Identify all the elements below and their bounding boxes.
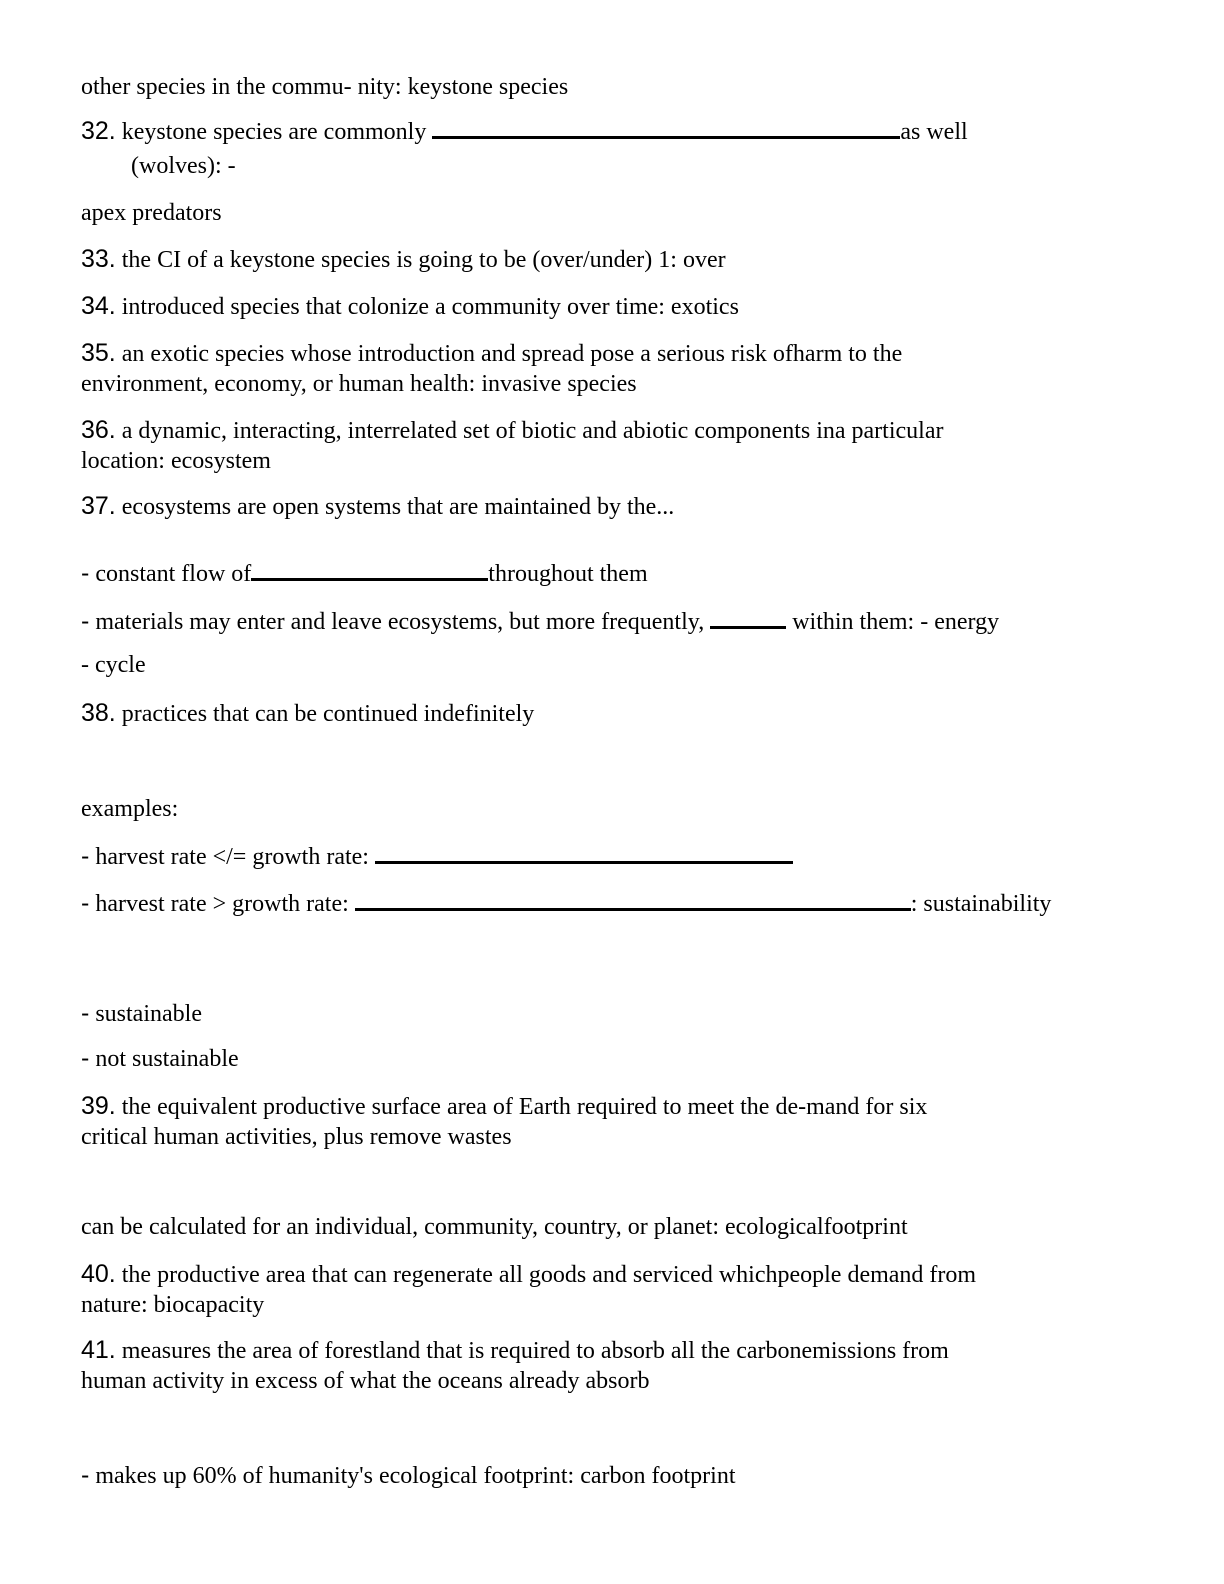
answer-blank bbox=[355, 907, 911, 911]
question-41-continued bbox=[81, 1366, 649, 1396]
question-number: 35. bbox=[81, 339, 116, 367]
question-number: 38. bbox=[81, 699, 116, 727]
question-40-continued bbox=[81, 1290, 264, 1320]
question-number: 41. bbox=[81, 1336, 116, 1364]
answer-blank bbox=[251, 577, 488, 581]
question-number: 40. bbox=[81, 1260, 116, 1288]
bullet-text: harvest rate </= growth rate: bbox=[89, 844, 375, 870]
question-text: the equivalent productive surface area of Earth required to meet the de-mand for six bbox=[115, 1094, 928, 1120]
bullet-dash: - bbox=[81, 1461, 90, 1489]
bullet-text: throughout them bbox=[488, 561, 648, 587]
question-number: 33. bbox=[81, 245, 116, 273]
question-34 bbox=[81, 291, 739, 322]
bullet-dash: - bbox=[81, 1044, 90, 1072]
answer-blank bbox=[710, 625, 786, 629]
question-text: (wolves): - bbox=[131, 153, 236, 179]
bullet-text: makes up 60% of humanity's ecological footprint: carbon footprint bbox=[89, 1463, 736, 1489]
bullet-dash: - bbox=[81, 999, 90, 1027]
bullet-line bbox=[81, 558, 648, 589]
bullet-text: within them: - energy bbox=[786, 609, 1000, 635]
text-line bbox=[81, 198, 222, 228]
question-40 bbox=[81, 1259, 976, 1290]
question-number: 39. bbox=[81, 1092, 116, 1120]
question-32-continued bbox=[131, 151, 236, 181]
question-text: measures the area of forestland that is required to absorb all the carbonemissions from bbox=[115, 1338, 949, 1364]
question-text: location: ecosystem bbox=[81, 448, 271, 474]
question-text: critical human activities, plus remove wastes bbox=[81, 1124, 512, 1150]
bullet-text: sustainable bbox=[89, 1001, 202, 1027]
question-text: the productive area that can regenerate all goods and serviced whichpeople demand from bbox=[115, 1262, 977, 1288]
question-number: 37. bbox=[81, 492, 116, 520]
bullet-line bbox=[81, 998, 202, 1029]
line-text: examples: bbox=[81, 796, 179, 822]
text-line bbox=[81, 650, 146, 680]
bullet-line bbox=[81, 1043, 239, 1074]
bullet-text: : sustainability bbox=[910, 891, 1052, 917]
bullet-text: harvest rate > growth rate: bbox=[89, 891, 355, 917]
question-text: practices that can be continued indefinitely bbox=[115, 701, 535, 727]
bullet-dash: - bbox=[81, 607, 90, 635]
bullet-line bbox=[81, 606, 999, 637]
question-number: 36. bbox=[81, 416, 116, 444]
line-text: apex predators bbox=[81, 200, 222, 226]
question-text: as well bbox=[900, 119, 968, 145]
bullet-line bbox=[81, 1460, 736, 1491]
question-35 bbox=[81, 338, 902, 369]
question-text: the CI of a keystone species is going to be (over/under) 1: over bbox=[115, 247, 726, 273]
question-text: ecosystems are open systems that are maintained by the... bbox=[115, 494, 675, 520]
line-text: other species in the commu- nity: keystone species bbox=[81, 74, 569, 100]
question-37 bbox=[81, 491, 674, 522]
bullet-text: not sustainable bbox=[89, 1046, 239, 1072]
line-text: can be calculated for an individual, community, country, or planet: ecologicalfootprint bbox=[81, 1214, 908, 1240]
question-39-continued bbox=[81, 1122, 512, 1152]
question-text: an exotic species whose introduction and spread pose a serious risk ofharm to the bbox=[115, 341, 903, 367]
answer-blank bbox=[375, 860, 793, 864]
question-text: keystone species are commonly bbox=[115, 119, 433, 145]
question-text: nature: biocapacity bbox=[81, 1292, 265, 1318]
text-line bbox=[81, 794, 178, 824]
question-39 bbox=[81, 1091, 927, 1122]
text-line bbox=[81, 72, 568, 102]
bullet-text: constant flow of bbox=[89, 561, 252, 587]
question-33 bbox=[81, 244, 726, 275]
question-number: 32. bbox=[81, 117, 116, 145]
question-text: introduced species that colonize a community over time: exotics bbox=[115, 294, 739, 320]
question-number: 34. bbox=[81, 292, 116, 320]
question-41 bbox=[81, 1335, 949, 1366]
question-32 bbox=[81, 116, 968, 147]
answer-blank bbox=[432, 135, 900, 139]
question-35-continued bbox=[81, 369, 637, 399]
question-text: human activity in excess of what the oceans already absorb bbox=[81, 1368, 650, 1394]
bullet-dash: - bbox=[81, 559, 90, 587]
question-text: environment, economy, or human health: invasive species bbox=[81, 371, 637, 397]
bullet-dash: - bbox=[81, 889, 90, 917]
bullet-line bbox=[81, 888, 1051, 919]
question-38 bbox=[81, 698, 534, 729]
question-text: a dynamic, interacting, interrelated set of biotic and abiotic components ina particular bbox=[115, 418, 944, 444]
bullet-dash: - bbox=[81, 842, 90, 870]
question-36-continued bbox=[81, 446, 271, 476]
bullet-text: materials may enter and leave ecosystems, but more frequently, bbox=[89, 609, 711, 635]
text-line bbox=[81, 1212, 908, 1242]
line-text: - cycle bbox=[81, 652, 146, 678]
question-36 bbox=[81, 415, 943, 446]
bullet-line bbox=[81, 841, 793, 872]
